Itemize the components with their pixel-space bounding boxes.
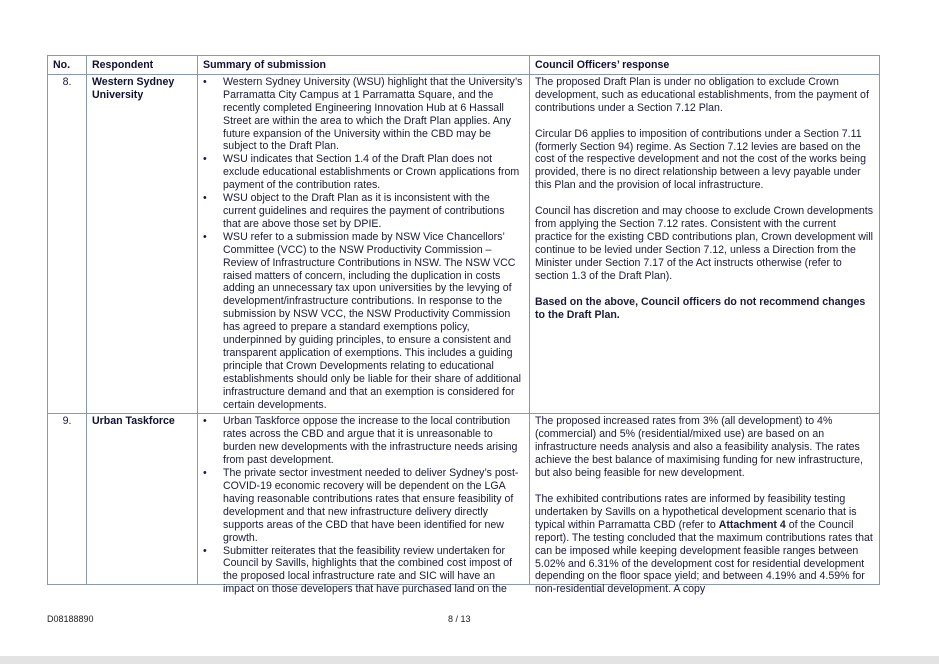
summary-list (203, 76, 524, 412)
list-item: • Western Sydney University (WSU) highlight that the University’s Parramatta City Campus at 1 Parramatta Square, and the recently completed Engineering Innovation Hub at 6 Hassall Street are within the area to which the Draft Plan applies. Any future expansion of the University within the CBD may be subject to the Draft Plan. (223, 76, 524, 153)
response-paragraph: The proposed Draft Plan is under no obligation to exclude Crown development, such as educational establishments, from the payment of contributions under a Section 7.12 Plan. (535, 75, 869, 114)
response-paragraph: The proposed increased rates from 3% (all development) to 4% (commercial) and 5% (residential/mixed use) are based on an infrastructure needs analysis and also a feasibility analysis. The rates achieve the best balance of maximising funding for new infrastructure, but also being feasible for new development. (535, 415, 863, 480)
header-response: Council Officers’ response (530, 56, 880, 75)
council-response (530, 414, 880, 596)
list-item: • WSU object to the Draft Plan as it is inconsistent with the current guidelines and requires the payment of contributions that are above those set by DPIE. (223, 192, 524, 231)
header-summary: Summary of submission (198, 56, 530, 75)
document-id: D08188890 (47, 614, 94, 624)
summary-clip (203, 415, 524, 596)
attachment-reference: Attachment 4 (718, 518, 786, 531)
header-respondent: Respondent (87, 56, 198, 75)
submission-summary (198, 414, 530, 596)
response-text: The exhibited contributions rates are informed by feasibility testing undertaken by Savills on a hypothetical development scenario that is typical within Parramatta CBD (refer to (535, 493, 857, 531)
response-paragraph (535, 493, 874, 596)
respondent-name: Urban Taskforce (87, 414, 198, 585)
list-item: • Submitter reiterates that the feasibility review undertaken for Council by Savills, highlights that the combined cost impost of the proposed local infrastructure rate and SIC will have an impact on those developers that have purchased land on the (223, 545, 524, 597)
list-item: • The private sector investment needed to deliver Sydney’s post-COVID-19 economic recovery will be dependent on the LGA having reasonable contributions rates that ensure feasibility of development and that new infrastructure delivery directly supports areas of the CBD that have been identified for new growth. (223, 467, 524, 544)
response-conclusion-text: Based on the above, Council officers do not recommend changes to the Draft Plan. (535, 295, 866, 321)
header-no: No. (48, 56, 87, 75)
page-number: 8 / 13 (448, 614, 471, 624)
list-item: • Urban Taskforce oppose the increase to the local contribution rates across the CBD and argue that it is unreasonable to burden new developments with the infrastructure needs arising from past development. (223, 415, 524, 467)
respondent-name: Western Sydney University (87, 74, 198, 414)
summary-list (203, 415, 524, 596)
response-paragraph: Circular D6 applies to imposition of contributions under a Section 7.11 (formerly Section 94) regime. As Section 7.12 levies are based on the cost of the respective development and not the cost of the works being provided, there is no direct relationship between a levy payable under this Plan and the provision of local infrastructure. (535, 127, 866, 192)
page-edge (0, 656, 939, 664)
response-clip (535, 415, 874, 596)
row-number: 8. (48, 74, 87, 414)
submission-summary (198, 74, 530, 414)
response-paragraph: Council has discretion and may choose to exclude Crown developments from applying the Section 7.12 rates. Consistent with the current practice for the existing CBD contributions plan, Crown development will continue to be levied under Section 7.12, unless a Direction from the Minister under Section 7.17 of the Act instructs otherwise (refer to section 1.3 of the Draft Plan). (535, 205, 874, 282)
row-number: 9. (48, 414, 87, 585)
response-text: of the Council report). The testing concluded that the maximum contributions rates that can be imposed while keeping development feasible ranges between 5.02% and 6.31% of the development cost for residential development depending on the floor space yield; and between 4.19% and 4.59% for non-residential development. A copy (535, 518, 873, 596)
council-response (530, 74, 880, 414)
list-item: • WSU refer to a submission made by NSW Vice Chancellors’ Committee (VCC) to the NSW Productivity Commission – Review of Infrastructure Contributions in NSW. The NSW VCC raised matters of concern, including the duplication in costs adding an unnecessary tax upon universities by the levying of development/infrastructure contributions. In response to the submission by NSW VCC, the NSW Productivity Commission has agreed to prepare a standard exemptions policy, underpinned by guiding principles, to ensure a consistent and transparent application of exemptions. This includes a guiding principle that Crown Developments relating to educational establishments should only be liable for their share of additional infrastructure demand and that an exemption is considered for certain developments. (223, 231, 524, 412)
table-row (48, 74, 880, 414)
table-header-row (48, 56, 880, 75)
submissions-table (47, 55, 880, 596)
response-conclusion (535, 296, 874, 322)
list-item: • WSU indicates that Section 1.4 of the Draft Plan does not exclude educational establishments or Crown applications from payment of the contribution rates. (223, 153, 524, 192)
table-row (48, 414, 880, 585)
